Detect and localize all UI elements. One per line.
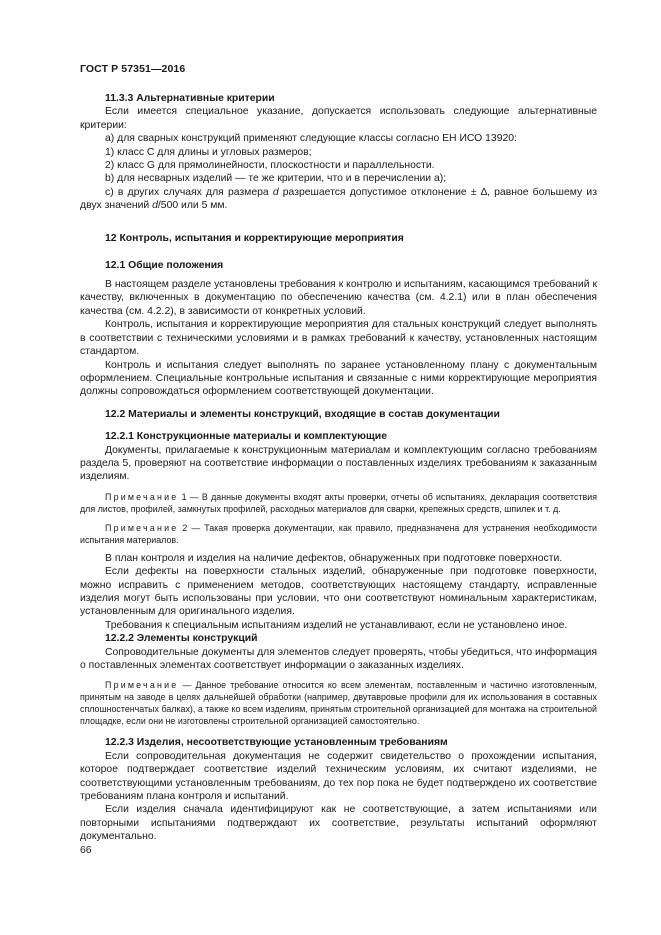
note-label: Примечание xyxy=(105,680,179,691)
section-12-2-1-paragraph: Если дефекты на поверхности стальных изделий, обнаруженные при подготовке поверхности, можно исправить с применением методов, соответствующих настоящему стандарту, исправленные изделия могут быть использованы при условии, что они соответствуют номинальным характеристикам, установленным для оригинального изделия. xyxy=(80,566,597,618)
note-2 xyxy=(80,522,597,546)
note-label: Примечание xyxy=(105,522,179,533)
section-12-1-paragraph: Контроль, испытания и корректирующие мероприятия для стальных конструкций следует выполнять в соответствии с техническими условиями и в рамках требований к качеству, установленных настоящим стандартом. xyxy=(80,319,597,358)
variable-d: d xyxy=(152,200,158,212)
section-12-1-heading: 12.1 Общие положения xyxy=(105,259,224,271)
list-item-c-pre: с) в других случаях для размера xyxy=(105,186,273,198)
list-item-c-post: /500 или 5 мм. xyxy=(157,200,228,212)
section-12-title: 12 Контроль, испытания и корректирующие мероприятия xyxy=(105,232,404,244)
section-12-2-3-paragraph: Если изделия сначала идентифицируют как не соответствующие, а затем испытаниями или повторными испытаниями подтверждают их соответствие, результаты испытаний оформляют документально. xyxy=(80,804,597,843)
document-body xyxy=(80,92,597,844)
section-12-1-paragraph: Контроль и испытания следует выполнять по заранее установленному плану с документальным оформлением. Специальные контрольные испытания и связанные с ними корректирующие мероприятия должны сопровождаться оформлением соответствующей документации. xyxy=(80,359,597,398)
section-12-2-1-paragraph: Документы, прилагаемые к конструкционным материалам и комплектующим согласно требованиям раздела 5, проверяют на соответствие информации о поставленных изделиях требованиям к заказанным изделиям. xyxy=(80,444,597,483)
note-text: — Данное требование относится ко всем элементам, поставленным и частично изготовленным, принятым на заводе в целях дальнейшей обработки (например, двутавровые профили для их использования в составных сплошностенчатых балках), а также ко всем изделиям, принятым строительной организацией для монтажа на строительной площадке, если они не изготовлены строительной организацией самостоятельно. xyxy=(80,680,597,727)
section-12-1-paragraph: В настоящем разделе установлены требования к контролю и испытаниям, касающимся требований к качеству, включенных в документацию по обеспечению качества (см. 4.2.1) или в план обеспечения качества (см. 4.2.2), в зависимости от конкретных условий. xyxy=(80,279,597,317)
page-number: 66 xyxy=(80,845,92,856)
list-item-1: 1) класс С для длины и угловых размеров; xyxy=(105,146,312,158)
section-11-3-3-heading: 11.3.3 Альтернативные критерии xyxy=(105,93,275,104)
section-11-3-3-intro: Если имеется специальное указание, допускается использовать следующие альтернативные критерии: xyxy=(80,106,597,131)
list-item-c-mid: разрешается допустимое отклонение ± ∆, равное большему из двух значений xyxy=(80,186,597,212)
section-12-2-1-paragraph: В план контроля и изделия на наличие дефектов, обнаруженных при подготовке поверхности. xyxy=(105,552,563,564)
section-12-2-heading: 12.2 Материалы и элементы конструкций, входящие в состав документации xyxy=(105,408,500,420)
note-3 xyxy=(80,679,597,727)
variable-d: d xyxy=(272,186,279,198)
list-item-c xyxy=(80,186,597,213)
note-label: Примечание xyxy=(105,491,179,502)
note-text: 2 — Такая проверка документации, как правило, предназначена для устранения необходимости испытания материалов. xyxy=(80,522,597,545)
note-1 xyxy=(80,491,597,515)
section-12-2-1-heading: 12.2.1 Конструкционные материалы и комплектующие xyxy=(105,431,387,443)
section-12-2-3-heading: 12.2.3 Изделия, несоответствующие установленным требованиям xyxy=(105,737,448,749)
list-item-b: b) для несварных изделий — те же критерии, что и в перечислении а); xyxy=(105,173,447,185)
section-12-2-2-paragraph: Сопроводительные документы для элементов следует проверять, чтобы убедиться, что информация о поставленных элементах соответствует информации о заказанных изделиях. xyxy=(80,646,597,671)
section-12-2-1-paragraph: Требования к специальным испытаниям изделий не устанавливают, если не установлено иное. xyxy=(105,619,568,631)
document-id-header: ГОСТ Р 57351—2016 xyxy=(80,63,186,75)
list-item-2: 2) класс G для прямолинейности, плоскостности и параллельности. xyxy=(105,160,435,172)
list-item-a: а) для сварных конструкций применяют следующие классы согласно ЕН ИСО 13920: xyxy=(105,133,517,145)
section-12-2-2-heading: 12.2.2 Элементы конструкций xyxy=(105,633,258,645)
section-12-2-3-paragraph: Если сопроводительная документация не содержит свидетельство о прохождении испытания, которое подтверждает соответствие изделий техническим условиям, их считают изделиями, не соответствующими установленным требованиям, до тех пор пока не будет подтверждено их соответствие требованиям плана контроля и испытаний. xyxy=(80,750,597,803)
note-text: 1 — В данные документы входят акты проверки, отчеты об испытаниях, декларация соответствия для листов, профилей, замкнутых профилей, расходных материалов для сварки, крепежных средств, шпилек и т. д. xyxy=(80,491,597,514)
